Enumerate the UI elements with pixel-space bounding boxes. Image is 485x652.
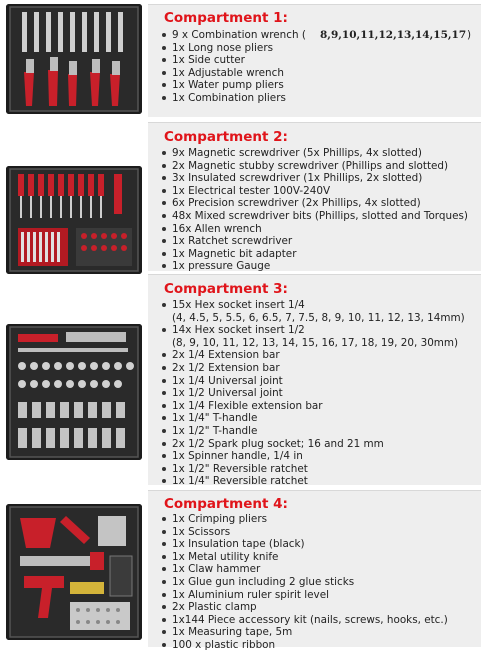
list-item: 100 x plastic ribbon	[162, 639, 448, 652]
list-item: 1x Insulation tape (black)	[162, 538, 448, 551]
wrench-sizes: 8,9,10,11,12,13,14,15,17	[320, 29, 467, 41]
compartment-4-photo	[6, 504, 142, 640]
compartment-2-panel	[148, 122, 481, 271]
list-item: 1x Glue gun including 2 glue sticks	[162, 576, 448, 589]
list-item: 2x 1/2 Extension bar	[162, 362, 465, 375]
list-item: 1x Adjustable wrench	[162, 67, 485, 80]
list-item: 15x Hex socket insert 1/4	[162, 299, 465, 312]
list-item: 1x Long nose pliers	[162, 42, 485, 55]
list-item: 2x Plastic clamp	[162, 601, 448, 614]
compartment-title: Compartment 2:	[164, 129, 288, 145]
list-item-detail: (4, 4.5, 5, 5.5, 6, 6.5, 7, 7.5, 8, 9, 10, 11, 12, 13, 14mm)	[172, 311, 465, 324]
compartment-3	[0, 272, 485, 486]
wrench-sizes-close: )	[467, 29, 472, 41]
compartment-2	[0, 118, 485, 273]
compartment-2-photo	[6, 166, 142, 274]
list-item: 14x Hex socket insert 1/2	[162, 324, 465, 337]
list-item: 1x 1/2" Reversible ratchet	[162, 463, 465, 476]
list-item: 48x Mixed screwdriver bits (Phillips, slotted and Torques)	[162, 210, 468, 223]
list-item: 1x Scissors	[162, 526, 448, 539]
list-item: 3x Insulated screwdriver (1x Phillips, 2x slotted)	[162, 172, 468, 185]
compartment-4-panel	[148, 490, 481, 651]
list-item: 1x 1/4 Flexible extension bar	[162, 400, 465, 413]
compartment-1-panel	[148, 4, 481, 117]
list-item: 1x Ratchet screwdriver	[162, 235, 468, 248]
list-item: 1x 1/4" Reversible ratchet	[162, 475, 465, 488]
compartment-4	[0, 488, 485, 651]
item-list	[162, 513, 448, 652]
item-list	[162, 29, 485, 105]
compartment-1-photo	[6, 4, 142, 114]
list-item: 1x Metal utility knife	[162, 551, 448, 564]
item-list	[162, 299, 465, 488]
list-item: 2x 1/2 Spark plug socket; 16 and 21 mm	[162, 438, 465, 451]
list-item: 1x Combination pliers	[162, 92, 485, 105]
list-item: 1x Spinner handle, 1/4 in	[162, 450, 465, 463]
list-item: 1x Side cutter	[162, 54, 485, 67]
list-item: 1x Claw hammer	[162, 563, 448, 576]
compartment-title: Compartment 4:	[164, 496, 288, 512]
list-item: 2x 1/4 Extension bar	[162, 349, 465, 362]
list-item: 1x144 Piece accessory kit (nails, screws, hooks, etc.)	[162, 614, 448, 627]
list-item: 1x 1/4 Universal joint	[162, 375, 465, 388]
list-item: 1x pressure Gauge	[162, 260, 468, 273]
list-item: 1x Aluminium ruler spirit level	[162, 589, 448, 602]
list-item: 1x Measuring tape, 5m	[162, 626, 448, 639]
list-item: 6x Precision screwdriver (2x Phillips, 4x slotted)	[162, 197, 468, 210]
list-item: 9x Magnetic screwdriver (5x Phillips, 4x slotted)	[162, 147, 468, 160]
list-item: 2x Magnetic stubby screwdriver (Phillips and slotted)	[162, 160, 468, 173]
list-item-detail: (8, 9, 10, 11, 12, 13, 14, 15, 16, 17, 18, 19, 20, 30mm)	[172, 336, 459, 349]
item-list	[162, 147, 468, 273]
list-item: 1x Crimping pliers	[162, 513, 448, 526]
list-item: 1x Electrical tester 100V-240V	[162, 185, 468, 198]
compartment-3-photo	[6, 324, 142, 460]
list-item: 9 x Combination wrench ( 8,9,10,11,12,13,14,15,17 )	[162, 29, 485, 42]
list-item: 1x 1/4" T-handle	[162, 412, 465, 425]
list-item: 16x Allen wrench	[162, 223, 468, 236]
compartment-title: Compartment 3:	[164, 281, 288, 297]
list-item: 1x 1/2 Universal joint	[162, 387, 465, 400]
list-item: 1x 1/2" T-handle	[162, 425, 465, 438]
compartment-3-panel	[148, 274, 481, 488]
list-item: 1x Water pump pliers	[162, 79, 485, 92]
compartment-title: Compartment 1:	[164, 10, 288, 26]
compartment-1	[0, 0, 485, 118]
list-item: 1x Magnetic bit adapter	[162, 248, 468, 261]
